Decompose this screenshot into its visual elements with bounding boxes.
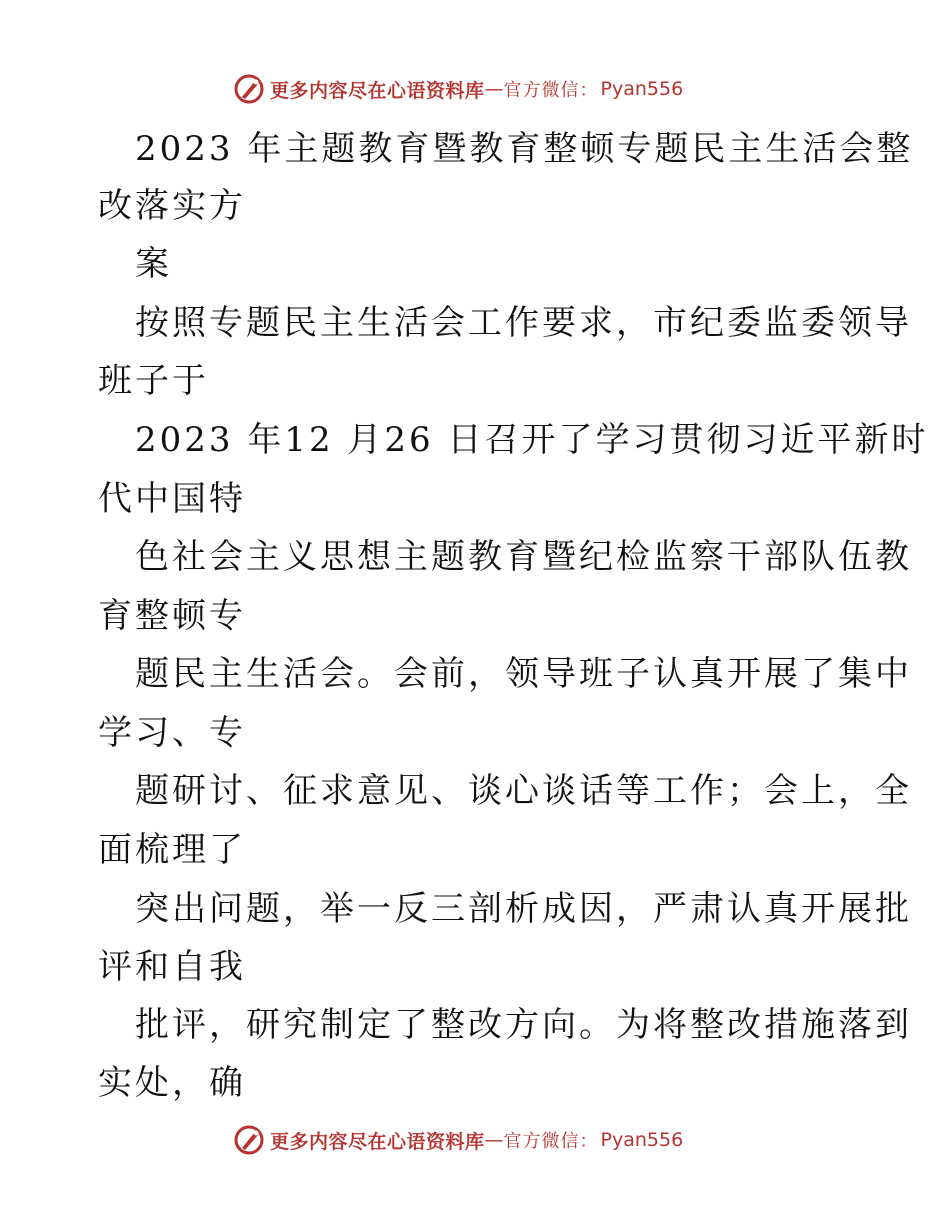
- body-line: 实处，确: [98, 1063, 246, 1103]
- body-line: 批评，研究制定了整改方向。为将整改措施落到: [135, 1005, 912, 1045]
- body-line: 改落实方: [98, 186, 246, 226]
- body-line: 案: [135, 244, 172, 284]
- body-line: 突出问题，举一反三剖析成因，严肃认真开展批: [135, 889, 912, 929]
- banner-dash: —: [484, 78, 504, 100]
- banner-text: 更多内容尽在心语资料库: [270, 1130, 485, 1153]
- body-line: 按照专题民主生活会工作要求，市纪委监委领导: [135, 303, 912, 343]
- pen-logo-icon: [233, 1124, 265, 1156]
- body-line: 评和自我: [98, 947, 246, 987]
- body-line: 学习、专: [98, 713, 246, 753]
- body-line: 班子于: [98, 361, 209, 401]
- body-line: 代中国特: [98, 479, 246, 519]
- body-line: 育整顿专: [98, 596, 246, 636]
- banner-wechat-id: Pyan556: [600, 78, 684, 100]
- banner-wechat-id: Pyan556: [600, 1129, 684, 1151]
- body-line: 面梳理了: [98, 830, 246, 870]
- footer-banner: [233, 1123, 683, 1157]
- pen-logo-icon: [233, 73, 265, 105]
- body-line: 2023 年主题教育暨教育整顿专题民主生活会整: [135, 129, 914, 169]
- banner-official-label: 官方微信：: [503, 80, 599, 101]
- banner-text: 更多内容尽在心语资料库: [270, 79, 485, 102]
- body-line: 色社会主义思想主题教育暨纪检监察干部队伍教: [135, 537, 912, 577]
- banner-dash: —: [484, 1129, 504, 1151]
- header-banner: [233, 72, 683, 106]
- banner-official-label: 官方微信：: [503, 1131, 599, 1152]
- body-line: 2023 年12 月26 日召开了学习贯彻习近平新时: [135, 420, 929, 460]
- body-line: 题民主生活会。会前，领导班子认真开展了集中: [135, 654, 912, 694]
- body-line: 题研讨、征求意见、谈心谈话等工作；会上，全: [135, 771, 912, 811]
